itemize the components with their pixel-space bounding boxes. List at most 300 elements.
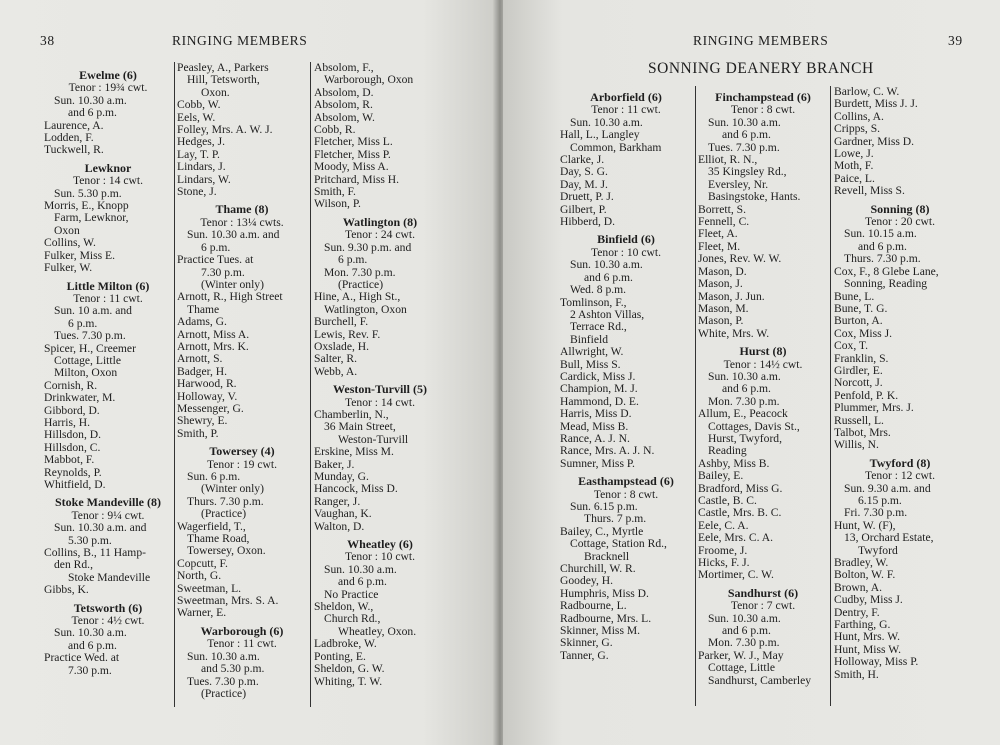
church-heading: Watlington (8) [342, 214, 418, 229]
detail-line: Thurs. 7.30 p.m. [844, 252, 921, 266]
church-heading: Lewknor [84, 160, 132, 175]
member-name: Lay, T. P. [177, 147, 220, 161]
member-name: Hine, A., High St., [314, 290, 401, 304]
member-name: Cobb, R. [314, 123, 356, 137]
member-name: Fennell, C. [698, 215, 750, 229]
member-name: Sweetman, Mrs. S. A. [177, 594, 279, 608]
detail-line: and 6 p.m. [338, 575, 387, 589]
detail-line: Bracknell [584, 549, 630, 563]
member-name: Gibbs, K. [44, 583, 89, 597]
column-rule [830, 86, 831, 706]
member-name: Moody, Miss A. [314, 160, 389, 174]
detail-line: 36 Main Street, [324, 420, 396, 434]
member-name: Absolom, W. [314, 110, 375, 124]
detail-line: 2 Ashton Villas, [570, 307, 645, 321]
detail-line: Sun. 10 a.m. and [54, 304, 132, 318]
church-heading: Wheatley (6) [347, 537, 413, 552]
member-name: Eele, C. A. [698, 518, 749, 532]
member-name: Lodden, F. [44, 131, 94, 145]
detail-line: Sun. 10.30 a.m. [570, 258, 643, 272]
member-name: Cobb, W. [177, 98, 221, 112]
member-name: Bolton, W. F. [834, 568, 896, 582]
member-name: Drinkwater, M. [44, 391, 116, 405]
member-name: Russell, L. [834, 413, 884, 427]
member-name: Hillsdon, C. [44, 440, 101, 454]
detail-line: Sun. 10.30 a.m. [708, 369, 781, 383]
detail-line: Hill, Tetsworth, [187, 73, 260, 87]
member-name: Stone, J. [177, 185, 217, 199]
member-name: Sweetman, L. [177, 581, 242, 595]
member-name: Collins, W. [44, 236, 96, 250]
church-heading: Easthampstead (6) [578, 474, 674, 489]
detail-line: Common, Barkham [570, 140, 662, 154]
detail-line: Sonning, Reading [844, 277, 928, 291]
detail-line: Sun. 10.30 a.m. [187, 649, 260, 663]
tenor-line: Tenor : 14½ cwt. [723, 357, 803, 371]
member-name: Mason, J. Jun. [698, 289, 765, 303]
detail-line: 13, Orchard Estate, [844, 531, 934, 545]
detail-line: 7.30 p.m. [68, 663, 112, 677]
tenor-line: Tenor : 4½ cwt. [71, 614, 145, 628]
detail-line: Oxon [54, 223, 80, 237]
member-name: Holloway, V. [177, 389, 238, 403]
church-heading: Sandhurst (6) [727, 585, 799, 600]
member-name: Munday, G. [314, 470, 369, 483]
member-name: Goodey, H. [560, 574, 614, 588]
tenor-line: Tenor : 11 cwt. [591, 103, 661, 117]
left-page [0, 0, 497, 745]
page-number-left: 38 [40, 33, 55, 48]
member-name: Wagerfield, T., [177, 519, 246, 533]
column-rule [695, 86, 696, 706]
detail-line: Thurs. 7 p.m. [584, 512, 647, 526]
column-rule [310, 62, 311, 707]
church-heading: Sonning (8) [870, 201, 930, 216]
member-name: Hunt, W. (F), [834, 518, 896, 532]
member-name: Fletcher, Miss P. [314, 147, 391, 161]
member-name: Cornish, R. [44, 378, 98, 392]
member-name: Oxslade, H. [314, 339, 370, 353]
member-name: Allum, E., Peacock [698, 407, 788, 421]
member-name: Pritchard, Miss H. [314, 172, 400, 186]
detail-line: Thurs. 7.30 p.m. [187, 494, 264, 508]
member-name: Morris, E., Knopp [44, 199, 129, 213]
member-name: Whitfield, D. [44, 478, 106, 491]
right-column-3 [834, 86, 966, 681]
member-name: Rance, A. J. N. [560, 431, 630, 445]
detail-line: 6 p.m. [68, 316, 98, 330]
member-name: Folley, Mrs. A. W. J. [177, 123, 273, 137]
member-name: Radbourne, Mrs. L. [560, 611, 652, 625]
member-name: Borrett, S. [698, 202, 746, 216]
member-name: Harris, H. [44, 415, 91, 429]
detail-line: Thame Road, [187, 532, 250, 546]
detail-line: (Practice) [201, 507, 247, 521]
member-name: Gibbord, D. [44, 403, 100, 417]
detail-line: Watlington, Oxon [324, 302, 407, 316]
member-name: Ladbroke, W. [314, 637, 377, 651]
church-heading: Ewelme (6) [79, 68, 137, 82]
member-name: Fulker, W. [44, 261, 93, 275]
detail-line: Cottage, Station Rd., [570, 537, 667, 551]
member-name: Talbot, Mrs. [834, 425, 891, 439]
detail-line: (Practice) [338, 277, 384, 291]
tenor-line: Tenor : 8 cwt. [593, 487, 659, 501]
member-name: Smith, H. [834, 667, 879, 681]
detail-line: (Practice) [201, 686, 247, 700]
tenor-line: Tenor : 10 cwt. [344, 550, 416, 564]
member-name: North, G. [177, 569, 222, 583]
detail-line: Binfield [570, 332, 608, 346]
detail-line: Wheatley, Oxon. [338, 624, 417, 638]
member-name: Clarke, J. [560, 153, 605, 167]
detail-line: 35 Kingsley Rd., [708, 165, 787, 179]
member-name: Baker, J. [314, 457, 355, 471]
detail-line: Tues. 7.30 p.m. [54, 329, 126, 343]
detail-line: den Rd., [54, 558, 93, 572]
right-column-1 [560, 86, 692, 662]
member-name: Fleet, M. [698, 239, 741, 253]
member-name: Lindars, J. [177, 160, 226, 174]
church-heading: Towersey (4) [209, 444, 275, 459]
church-heading: Arborfield (6) [590, 90, 662, 104]
member-name: Lindars, W. [177, 172, 231, 186]
page-number-right: 39 [948, 33, 963, 48]
church-heading: Weston-Turvill (5) [333, 382, 427, 397]
member-name: Webb, A. [314, 364, 358, 378]
member-name: Smith, F. [314, 185, 356, 199]
tenor-line: Tenor : 12 cwt. [864, 469, 936, 483]
detail-line: Sun. 10.30 a.m. [708, 115, 781, 129]
member-name: Hancock, Miss D. [314, 482, 398, 496]
member-name: Bailey, E. [698, 469, 744, 483]
member-name: Mason, D. [698, 264, 747, 278]
member-name: Absolom, R. [314, 98, 373, 112]
detail-line: and 6 p.m. [722, 624, 771, 638]
member-name: Burton, A. [834, 314, 883, 328]
section-title: SONNING DEANERY BRANCH [648, 60, 874, 77]
member-name: Fulker, Miss E. [44, 248, 116, 262]
member-name: Shewry, E. [177, 414, 228, 428]
detail-line: Sun. 10.30 a.m. [324, 562, 397, 576]
detail-line: 5.30 p.m. [68, 533, 112, 547]
detail-line: 7.30 p.m. [201, 265, 245, 279]
member-name: Dentry, F. [834, 605, 880, 619]
church-heading: Stoke Mandeville (8) [55, 495, 161, 510]
tenor-line: Tenor : 11 cwt. [207, 637, 277, 651]
member-name: Ponting, E. [314, 649, 366, 663]
detail-line: Eversley, Nr. [708, 177, 769, 191]
member-name: Hillsdon, D. [44, 428, 102, 442]
member-name: Erskine, Miss M. [314, 445, 394, 459]
member-name: Hunt, Mrs. W. [834, 630, 901, 644]
detail-line: Reading [708, 444, 747, 458]
tenor-line: Tenor : 13¼ cwts. [200, 215, 284, 229]
church-heading: Tetsworth (6) [73, 600, 143, 615]
member-name: Farthing, G. [834, 618, 891, 632]
right-page [503, 0, 1000, 745]
member-name: Absolom, F., [314, 61, 374, 74]
detail-line: Oxon. [201, 85, 230, 99]
detail-line: and 6 p.m. [858, 239, 907, 253]
detail-line: Wed. 8 p.m. [570, 283, 627, 297]
member-name: Druett, P. J. [560, 190, 614, 204]
member-name: White, Mrs. W. [698, 326, 770, 340]
detail-line: Mon. 7.30 p.m. [708, 636, 780, 650]
member-name: Girdler, E. [834, 363, 883, 377]
member-name: Adams, G. [177, 315, 227, 329]
detail-line: (Winter only) [201, 482, 264, 496]
member-name: Mason, J. [698, 277, 743, 291]
member-name: Sheldon, W., [314, 600, 374, 614]
detail-line: Sun. 9.30 p.m. and [324, 240, 412, 254]
detail-line: Hurst, Twyford, [708, 431, 783, 445]
detail-line: and 6 p.m. [68, 106, 117, 120]
detail-line: Milton, Oxon [54, 366, 118, 380]
detail-line: Farm, Lewknor, [54, 211, 129, 225]
member-name: Bailey, C., Myrtle [560, 524, 644, 538]
member-name: Franklin, S. [834, 351, 889, 365]
detail-line: Sun. 10.30 a.m. [54, 626, 127, 640]
member-name: Jones, Rev. W. W. [698, 252, 782, 266]
member-name: Humphris, Miss D. [560, 586, 649, 600]
member-name: Whiting, T. W. [314, 674, 383, 688]
detail-line: Sun. 9.30 a.m. and [844, 481, 931, 495]
member-name: Arnott, R., High Street [177, 290, 283, 304]
detail-line: Sun. 6.15 p.m. [570, 500, 638, 513]
member-name: Mabbot, F. [44, 453, 95, 467]
member-name: Walton, D. [314, 519, 365, 533]
member-name: Champion, M. J. [560, 382, 638, 396]
member-name: Bune, L. [834, 289, 875, 303]
member-name: Willis, N. [834, 438, 879, 452]
detail-line: Sun. 10.30 a.m. and [54, 521, 147, 535]
detail-line: Mon. 7.30 p.m. [708, 394, 780, 408]
column-rule [174, 62, 175, 707]
member-name: Skinner, Miss M. [560, 624, 641, 638]
member-name: Bradford, Miss G. [698, 481, 783, 495]
church-heading: Little Milton (6) [66, 278, 150, 293]
detail-line: Stoke Mandeville [68, 570, 151, 584]
detail-line: and 6 p.m. [68, 638, 117, 652]
member-name: Castle, B. C. [698, 494, 757, 507]
member-name: Messenger, G. [177, 401, 244, 415]
member-name: Copcutt, F. [177, 556, 228, 570]
member-name: Collins, B., 11 Hamp- [44, 546, 146, 560]
member-name: Fleet, A. [698, 227, 738, 241]
member-name: Rance, Mrs. A. J. N. [560, 444, 655, 458]
member-name: Churchill, W. R. [560, 562, 636, 576]
member-name: Tanner, G. [560, 648, 609, 662]
member-name: Hedges, J. [177, 135, 225, 149]
member-name: Bradley, W. [834, 556, 889, 570]
member-name: Brown, A. [834, 580, 882, 594]
member-name: Reynolds, P. [44, 465, 102, 479]
detail-line: Sun. 10.30 a.m. [54, 93, 127, 107]
member-name: Day, M. J. [560, 177, 608, 191]
detail-line: Sun. 10.30 a.m. and [187, 228, 280, 242]
detail-line: Cottages, Davis St., [708, 419, 800, 433]
member-name: Cox, Miss J. [834, 326, 892, 340]
tenor-line: Tenor : 20 cwt. [864, 215, 936, 229]
detail-line: 6.15 p.m. [858, 494, 902, 507]
member-name: Lewis, Rev. F. [314, 327, 381, 341]
detail-line: Tues. 7.30 p.m. [187, 674, 259, 688]
member-name: Cardick, Miss J. [560, 369, 636, 383]
detail-line: Warborough, Oxon [324, 73, 414, 87]
member-name: Cripps, S. [834, 122, 881, 136]
running-head-right: RINGING MEMBERS [693, 33, 829, 48]
member-name: Barlow, C. W. [834, 85, 900, 98]
detail-line: Sun. 10.15 a.m. [844, 227, 917, 241]
member-name: Hall, L., Langley [560, 128, 640, 142]
member-name: Gilbert, P. [560, 202, 607, 216]
member-name: Absolom, D. [314, 85, 374, 99]
member-name: Hicks, F. J. [698, 556, 750, 570]
member-name: Cudby, Miss J. [834, 593, 903, 607]
member-name: Mortimer, C. W. [698, 568, 774, 582]
detail-line: Basingstoke, Hants. [708, 190, 801, 204]
member-name: Lowe, J. [834, 147, 874, 161]
member-name: Chamberlin, N., [314, 407, 389, 421]
member-name: Arnott, S. [177, 352, 223, 366]
member-name: Revell, Miss S. [834, 184, 905, 198]
member-name: Cox, T. [834, 339, 869, 353]
detail-line: Twyford [858, 543, 898, 557]
member-name: Mason, P. [698, 314, 744, 328]
running-head-left: RINGING MEMBERS [172, 33, 308, 48]
member-name: Practice Wed. at [44, 651, 120, 665]
left-column-1 [44, 64, 172, 677]
detail-line: and 6 p.m. [722, 382, 771, 396]
detail-line: Terrace Rd., [570, 320, 627, 334]
member-name: Harris, Miss D. [560, 407, 632, 421]
member-name: Practice Tues. at [177, 253, 254, 267]
member-name: Elliot, R. N., [698, 153, 758, 167]
member-name: Eele, Mrs. C. A. [698, 531, 774, 545]
tenor-line: Tenor : 14 cwt. [344, 395, 416, 409]
detail-line: Sun. 10.30 a.m. [708, 611, 781, 625]
tenor-line: Tenor : 9¼ cwt. [71, 508, 145, 522]
tenor-line: Tenor : 19 cwt. [206, 457, 278, 471]
member-name: Bull, Miss S. [560, 357, 621, 371]
member-name: Plummer, Mrs. J. [834, 401, 914, 415]
member-name: Ashby, Miss B. [698, 456, 770, 470]
detail-line: No Practice [324, 587, 379, 601]
member-name: Parker, W. J., May [698, 648, 784, 662]
member-name: Tomlinson, F., [560, 295, 627, 309]
member-name: Wilson, P. [314, 197, 361, 211]
member-name: Sheldon, G. W. [314, 662, 385, 676]
member-name: Ranger, J. [314, 494, 361, 508]
member-name: Tuckwell, R. [44, 143, 104, 157]
left-column-2 [177, 62, 307, 700]
member-name: Norcott, J. [834, 376, 883, 390]
church-heading: Finchampstead (6) [715, 90, 811, 104]
detail-line: Mon. 7.30 p.m. [324, 265, 396, 279]
member-name: Salter, R. [314, 352, 358, 366]
detail-line: Sun. 10.30 a.m. [570, 115, 643, 129]
tenor-line: Tenor : 10 cwt. [590, 245, 662, 259]
member-name: Bune, T. G. [834, 301, 888, 315]
detail-line: Cottage, Little [708, 661, 775, 675]
tenor-line: Tenor : 11 cwt. [73, 291, 143, 305]
detail-line: Church Rd., [324, 612, 381, 626]
member-name: Arnott, Mrs. K. [177, 339, 249, 353]
detail-line: Thame [187, 302, 220, 316]
church-heading: Hurst (8) [739, 344, 787, 359]
member-name: Burdett, Miss J. J. [834, 97, 918, 111]
detail-line: Tues. 7.30 p.m. [708, 140, 780, 154]
member-name: Hammond, D. E. [560, 394, 639, 408]
detail-line: and 5.30 p.m. [201, 662, 265, 676]
member-name: Paice, L. [834, 171, 875, 185]
detail-line: Fri. 7.30 p.m. [844, 506, 908, 520]
member-name: Arnott, Miss A. [177, 327, 250, 341]
member-name: Mead, Miss B. [560, 419, 629, 433]
right-column-2 [698, 86, 828, 687]
member-name: Vaughan, K. [314, 507, 372, 521]
tenor-line: Tenor : 19¾ cwt. [68, 81, 148, 95]
member-name: Castle, Mrs. B. C. [698, 506, 782, 520]
member-name: Skinner, G. [560, 636, 613, 650]
member-name: Laurence, A. [44, 118, 104, 132]
member-name: Eels, W. [177, 110, 216, 124]
detail-line: Sun. 5.30 p.m. [54, 186, 122, 200]
member-name: Collins, A. [834, 109, 884, 123]
tenor-line: Tenor : 24 cwt. [344, 228, 416, 242]
member-name: Warner, E. [177, 606, 227, 620]
member-name: Fletcher, Miss L. [314, 135, 393, 149]
member-name: Peasley, A., Parkers [177, 61, 269, 74]
member-name: Sumner, Miss P. [560, 456, 635, 470]
detail-line: and 6 p.m. [584, 270, 633, 284]
detail-line: 6 p.m. [201, 240, 231, 254]
member-name: Holloway, Miss P. [834, 655, 919, 669]
member-name: Badger, H. [177, 364, 228, 378]
detail-line: Weston-Turvill [338, 432, 409, 446]
church-heading: Twyford (8) [869, 455, 931, 470]
member-name: Gardner, Miss D. [834, 134, 915, 148]
church-heading: Binfield (6) [597, 232, 655, 247]
detail-line: (Winter only) [201, 277, 264, 291]
detail-line: Cottage, Little [54, 353, 121, 367]
tenor-line: Tenor : 8 cwt. [730, 103, 796, 117]
member-name: Smith, P. [177, 426, 219, 440]
member-name: Day, S. G. [560, 165, 608, 179]
detail-line: Sandhurst, Camberley [708, 673, 812, 687]
member-name: Radbourne, L. [560, 599, 627, 613]
tenor-line: Tenor : 7 cwt. [730, 599, 796, 613]
church-heading: Warborough (6) [200, 623, 284, 638]
detail-line: Sun. 6 p.m. [187, 470, 241, 483]
member-name: Allwright, W. [560, 345, 624, 359]
left-column-3 [314, 62, 446, 688]
member-name: Froome, J. [698, 543, 748, 557]
member-name: Spicer, H., Creemer [44, 341, 136, 355]
member-name: Hunt, Miss W. [834, 642, 902, 656]
member-name: Penfold, P. K. [834, 388, 899, 402]
detail-line: and 6 p.m. [722, 128, 771, 142]
member-name: Moth, F. [834, 159, 874, 173]
member-name: Hibberd, D. [560, 215, 616, 229]
tenor-line: Tenor : 14 cwt. [72, 174, 144, 188]
member-name: Harwood, R. [177, 377, 237, 391]
church-heading: Thame (8) [215, 202, 269, 217]
detail-line: Towersey, Oxon. [187, 544, 266, 558]
detail-line: 6 p.m. [338, 253, 368, 267]
member-name: Cox, F., 8 Glebe Lane, [834, 264, 939, 278]
